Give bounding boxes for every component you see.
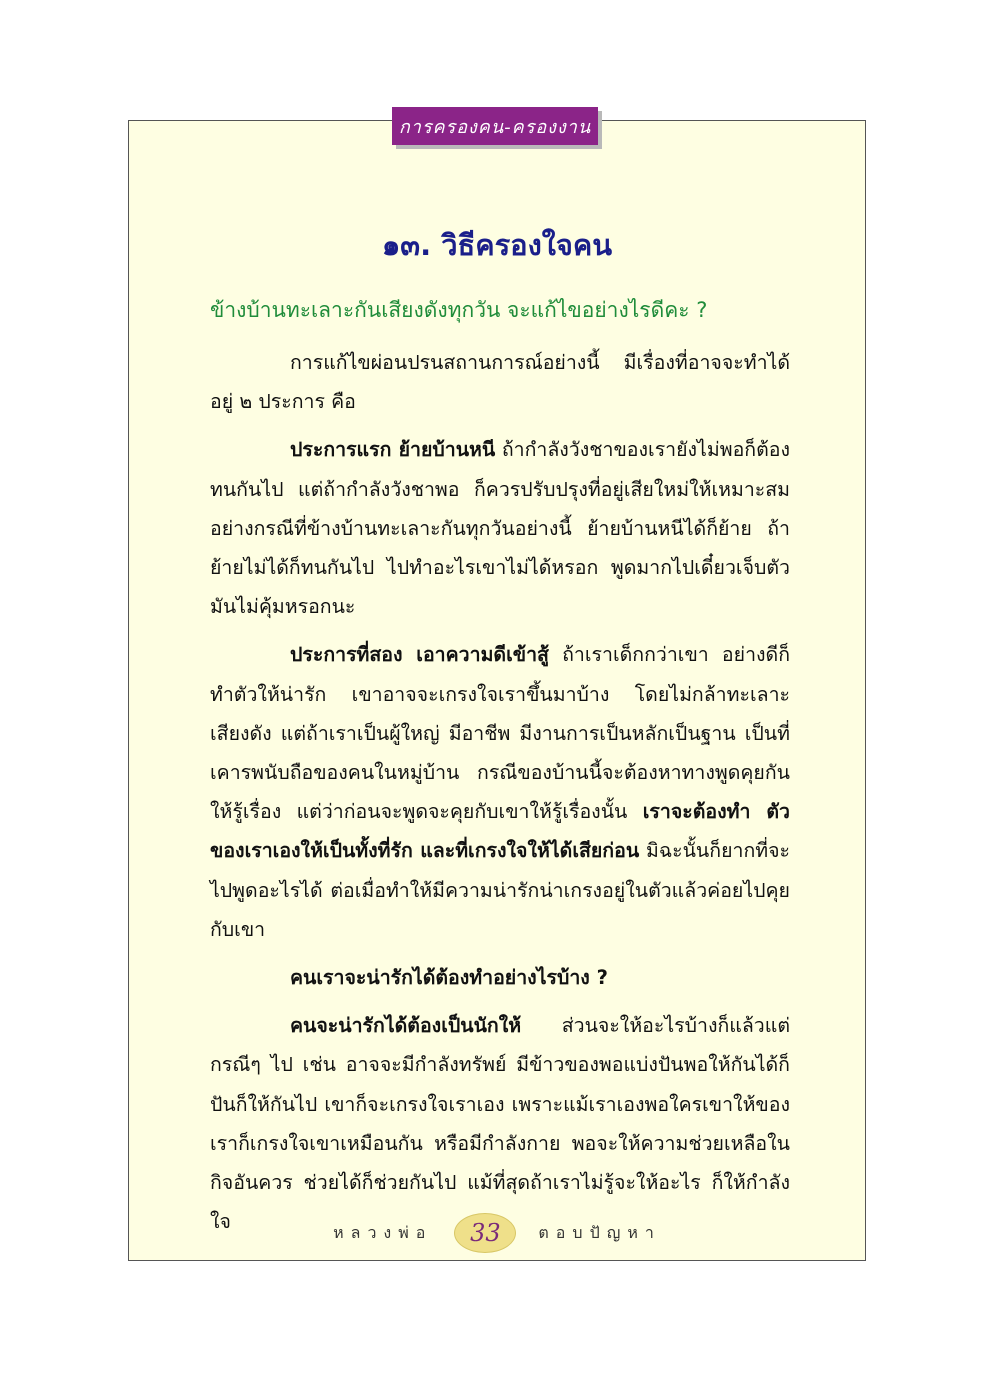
footer-right-label: ตอบปัญหา — [538, 1222, 661, 1242]
intro-paragraph: การแก้ไขผ่อนปรนสถานการณ์อย่างนี้ มีเรื่องที่อาจจะทำได้อยู่ ๒ ประการ คือ — [210, 351, 790, 414]
question-heading: ข้างบ้านทะเลาะกันเสียงดังทุกวัน จะแก้ไขอย่างไรดีคะ ? — [210, 298, 708, 322]
section-label: การครองคน-ครองงาน — [398, 116, 592, 138]
second-method-text-end: มิฉะนั้นก็ยากที่จะไปพูดอะไรได้ ต่อเมื่อทำให้มีความน่ารักน่าเกรงอยู่ในตัวแล้วค่อยไปคุยกับเขา — [210, 839, 790, 941]
body-text — [210, 343, 790, 1243]
second-method-emphasis: เราจะต้องทำ ตัวของเราเองให้เป็นทั้งที่รัก และที่เกรงใจให้ได้เสียก่อน — [210, 800, 790, 863]
second-method-paragraph — [210, 635, 790, 949]
chapter-title: ๑๓. วิธีครองใจคน — [381, 228, 613, 262]
page-number-badge: 33 — [454, 1213, 516, 1253]
lovable-text: ส่วนจะให้อะไรบ้างก็แล้วแต่กรณีๆ ไป เช่น อาจจะมีกำลังทรัพย์ มีข้าวของพอแบ่งปันพอให้กันได้ก็ปันก็ให้กันไป เขาก็จะเกรงใจเราเอง เพราะแม้เราเองพอใครเขาให้ของเราก็เกรงใจเขาเหมือนกัน หรือมีกำลังกาย พอจะให้ความช่วยเหลือในกิจอันควร ช่วยได้ก็ช่วยกันไป แม้ที่สุดถ้าเราไม่รู้จะให้อะไร ก็ให้กำลังใจ — [210, 1014, 790, 1234]
lovable-paragraph — [210, 1006, 790, 1241]
second-method-heading: ประการที่สอง เอาความดีเข้าสู้ — [290, 643, 549, 667]
first-method-heading: ประการแรก ย้ายบ้านหนี — [290, 438, 496, 462]
lovable-heading: คนจะน่ารักได้ต้องเป็นนักให้ — [290, 1014, 522, 1038]
second-method-text: ถ้าเราเด็กกว่าเขา อย่างดีก็ทำตัวให้น่ารัก เขาอาจจะเกรงใจเราขึ้นมาบ้าง โดยไม่กล้าทะเลาะเสียงดัง แต่ถ้าเราเป็นผู้ใหญ่ มีอาชีพ มีงานการเป็นหลักเป็นฐาน เป็นที่เคารพนับถือของคนในหมู่บ้าน กรณีของบ้านนี้จะต้องหาทางพูดคุยกันให้รู้เรื่อง แต่ว่าก่อนจะพูดจะคุยกับเขาให้รู้เรื่องนั้น — [210, 643, 791, 824]
first-method-text: ถ้ากำลังวังชาของเรายังไม่พอก็ต้องทนกันไป แต่ถ้ากำลังวังชาพอ ก็ควรปรับปรุงที่อยู่เสียใหม่ให้เหมาะสม อย่างกรณีที่ข้างบ้านทะเลาะกันทุกวันอย่างนี้ ย้ายบ้านหนีได้ก็ย้าย ถ้าย้ายไม่ได้ก็ทนกันไป ไปทำอะไรเขาไม่ได้หรอก พูดมากไปเดี๋ยวเจ็บตัว มันไม่คุ้มหรอกนะ — [210, 438, 790, 619]
section-header-tab — [392, 107, 598, 145]
footer-left-label: หลวงพ่อ — [333, 1222, 433, 1242]
page-footer — [128, 1213, 866, 1253]
first-method-paragraph — [210, 430, 790, 626]
sub-question: คนเราจะน่ารักได้ต้องทำอย่างไรบ้าง ? — [290, 966, 608, 990]
